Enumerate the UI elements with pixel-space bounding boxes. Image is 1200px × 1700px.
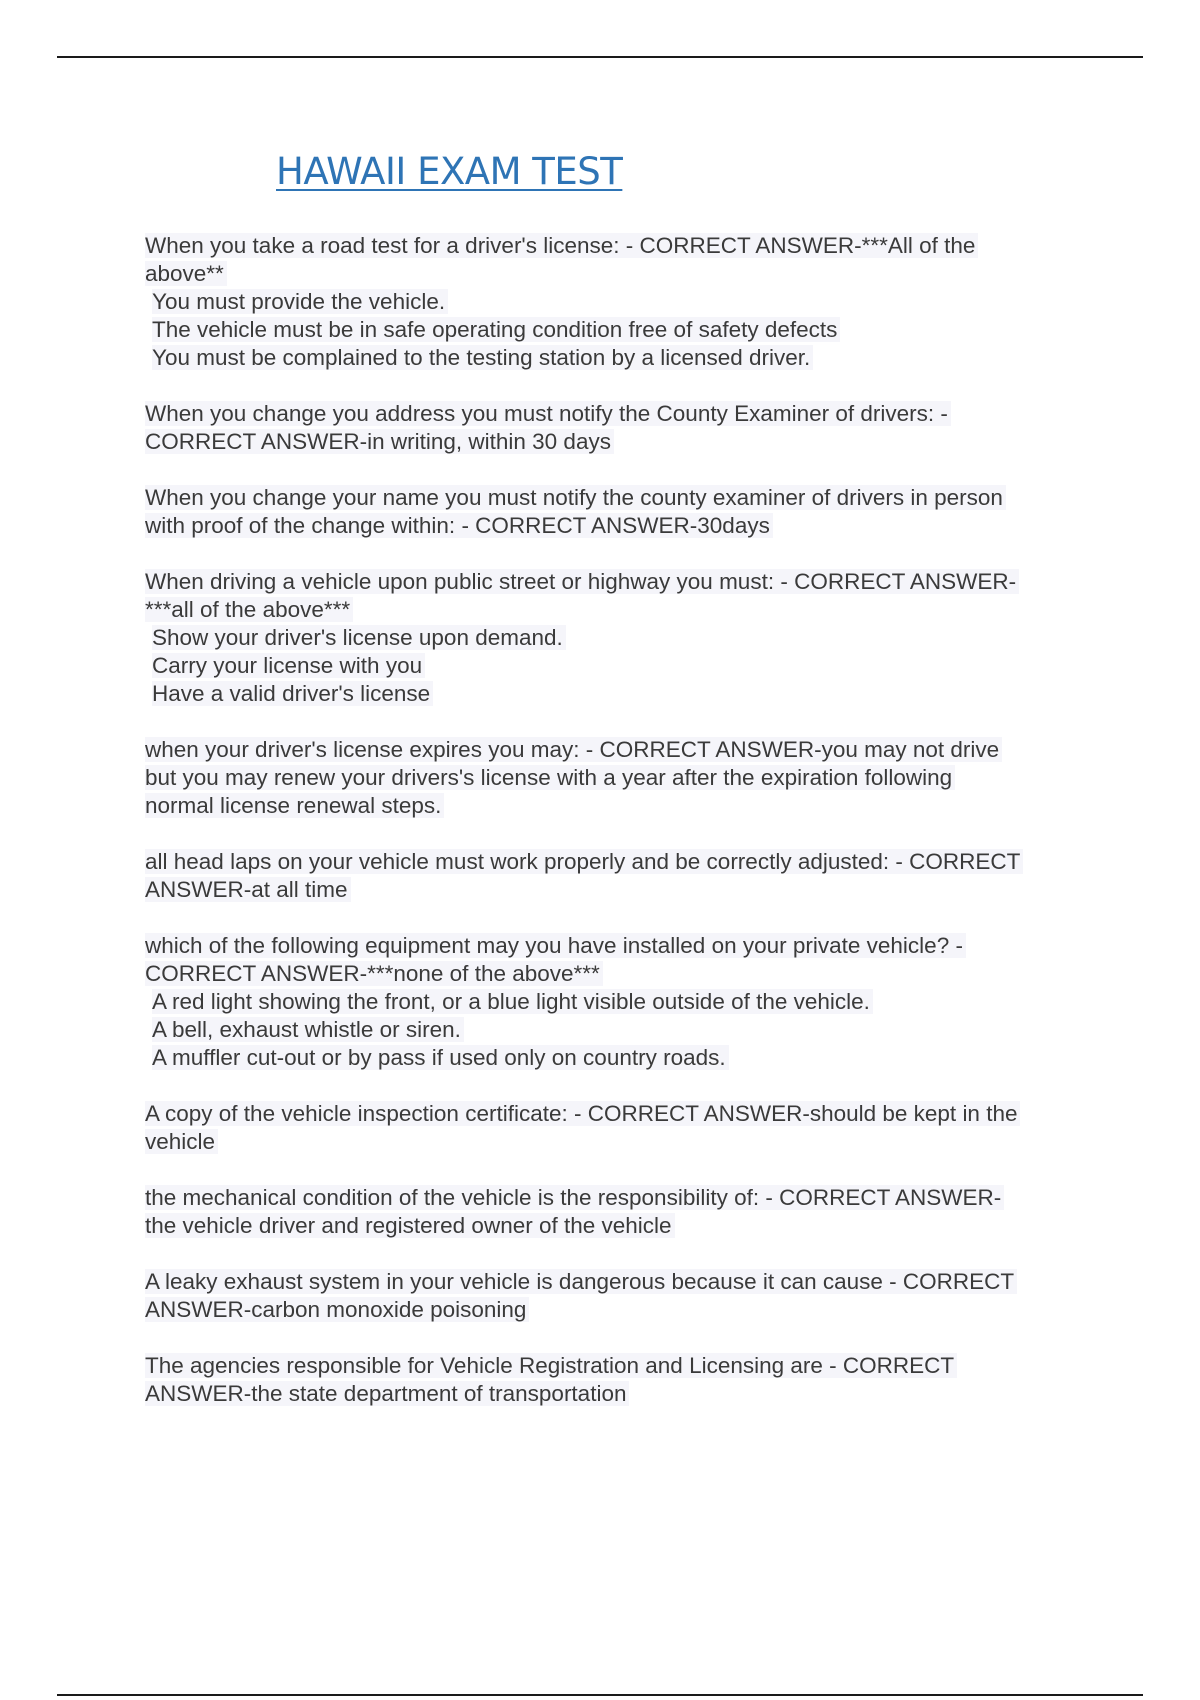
qa-item [145,400,1105,456]
question-answer-line [145,1100,1105,1128]
question-answer-line [145,428,1105,456]
answer-option-line [145,988,1105,1016]
answer-option-line [145,1044,1105,1072]
qa-item [145,1352,1105,1408]
document-title: HAWAII EXAM TEST [276,150,623,193]
answer-option-text: Have a valid driver's license [152,681,433,706]
answer-option-text: Show your driver's license upon demand. [152,625,566,650]
answer-option-line [145,316,1105,344]
question-answer-text: When you change you address you must notify the County Examiner of drivers: - [145,401,951,426]
question-answer-text: but you may renew your drivers's license with a year after the expiration following [145,765,955,790]
answer-option-line [145,652,1105,680]
qa-item [145,932,1105,1072]
answer-option-text: A muffler cut-out or by pass if used only on country roads. [152,1045,729,1070]
qa-item [145,568,1105,708]
answer-option-line [145,1016,1105,1044]
question-answer-line [145,1128,1105,1156]
answer-option-text: The vehicle must be in safe operating condition free of safety defects [152,317,840,342]
question-answer-line [145,400,1105,428]
answer-option-text: A bell, exhaust whistle or siren. [152,1017,464,1042]
question-answer-line [145,764,1105,792]
question-answer-line [145,876,1105,904]
question-answer-text: A copy of the vehicle inspection certificate: - CORRECT ANSWER-should be kept in the [145,1101,1020,1126]
question-answer-text: CORRECT ANSWER-***none of the above*** [145,961,603,986]
question-answer-text: which of the following equipment may you have installed on your private vehicle? - [145,933,966,958]
question-answer-text: ANSWER-the state department of transportation [145,1381,629,1406]
question-answer-line [145,1380,1105,1408]
question-answer-text: CORRECT ANSWER-in writing, within 30 days [145,429,614,454]
question-answer-line [145,1212,1105,1240]
question-answer-text: ANSWER-at all time [145,877,351,902]
question-answer-text: ANSWER-carbon monoxide poisoning [145,1297,529,1322]
question-answer-line [145,260,1105,288]
question-answer-text: all head laps on your vehicle must work properly and be correctly adjusted: - CORRECT [145,849,1023,874]
answer-option-line [145,680,1105,708]
question-answer-line [145,232,1105,260]
question-answer-text: the vehicle driver and registered owner of the vehicle [145,1213,675,1238]
question-answer-text: The agencies responsible for Vehicle Registration and Licensing are - CORRECT [145,1353,957,1378]
question-answer-line [145,736,1105,764]
question-answer-line [145,792,1105,820]
answer-option-text: Carry your license with you [152,653,425,678]
question-answer-text: the mechanical condition of the vehicle is the responsibility of: - CORRECT ANSWER- [145,1185,1004,1210]
answer-option-line [145,288,1105,316]
footer-rule [57,1694,1143,1696]
answer-option-line [145,344,1105,372]
qa-item [145,232,1105,372]
question-answer-line [145,512,1105,540]
question-answer-line [145,960,1105,988]
qa-item [145,736,1105,820]
question-answer-text: A leaky exhaust system in your vehicle is dangerous because it can cause - CORRECT [145,1269,1017,1294]
question-answer-line [145,1352,1105,1380]
question-answer-text: above** [145,261,227,286]
question-answer-line [145,568,1105,596]
answer-option-line [145,624,1105,652]
question-answer-line [145,1296,1105,1324]
question-answer-text: vehicle [145,1129,218,1154]
question-answer-line [145,484,1105,512]
qa-item [145,848,1105,904]
question-answer-line [145,596,1105,624]
question-answer-line [145,1184,1105,1212]
header-rule [57,56,1143,58]
answer-option-text: A red light showing the front, or a blue light visible outside of the vehicle. [152,989,873,1014]
question-answer-text: with proof of the change within: - CORRECT ANSWER-30days [145,513,773,538]
answer-option-text: You must provide the vehicle. [152,289,448,314]
qa-list [145,232,1105,1436]
question-answer-line [145,848,1105,876]
question-answer-text: When you change your name you must notify the county examiner of drivers in person [145,485,1006,510]
qa-item [145,1184,1105,1240]
question-answer-text: ***all of the above*** [145,597,353,622]
question-answer-line [145,1268,1105,1296]
qa-item [145,1268,1105,1324]
answer-option-text: You must be complained to the testing station by a licensed driver. [152,345,813,370]
question-answer-line [145,932,1105,960]
question-answer-text: normal license renewal steps. [145,793,444,818]
question-answer-text: When you take a road test for a driver's license: - CORRECT ANSWER-***All of the [145,233,978,258]
qa-item [145,484,1105,540]
question-answer-text: when your driver's license expires you may: - CORRECT ANSWER-you may not drive [145,737,1002,762]
question-answer-text: When driving a vehicle upon public street or highway you must: - CORRECT ANSWER- [145,569,1019,594]
qa-item [145,1100,1105,1156]
